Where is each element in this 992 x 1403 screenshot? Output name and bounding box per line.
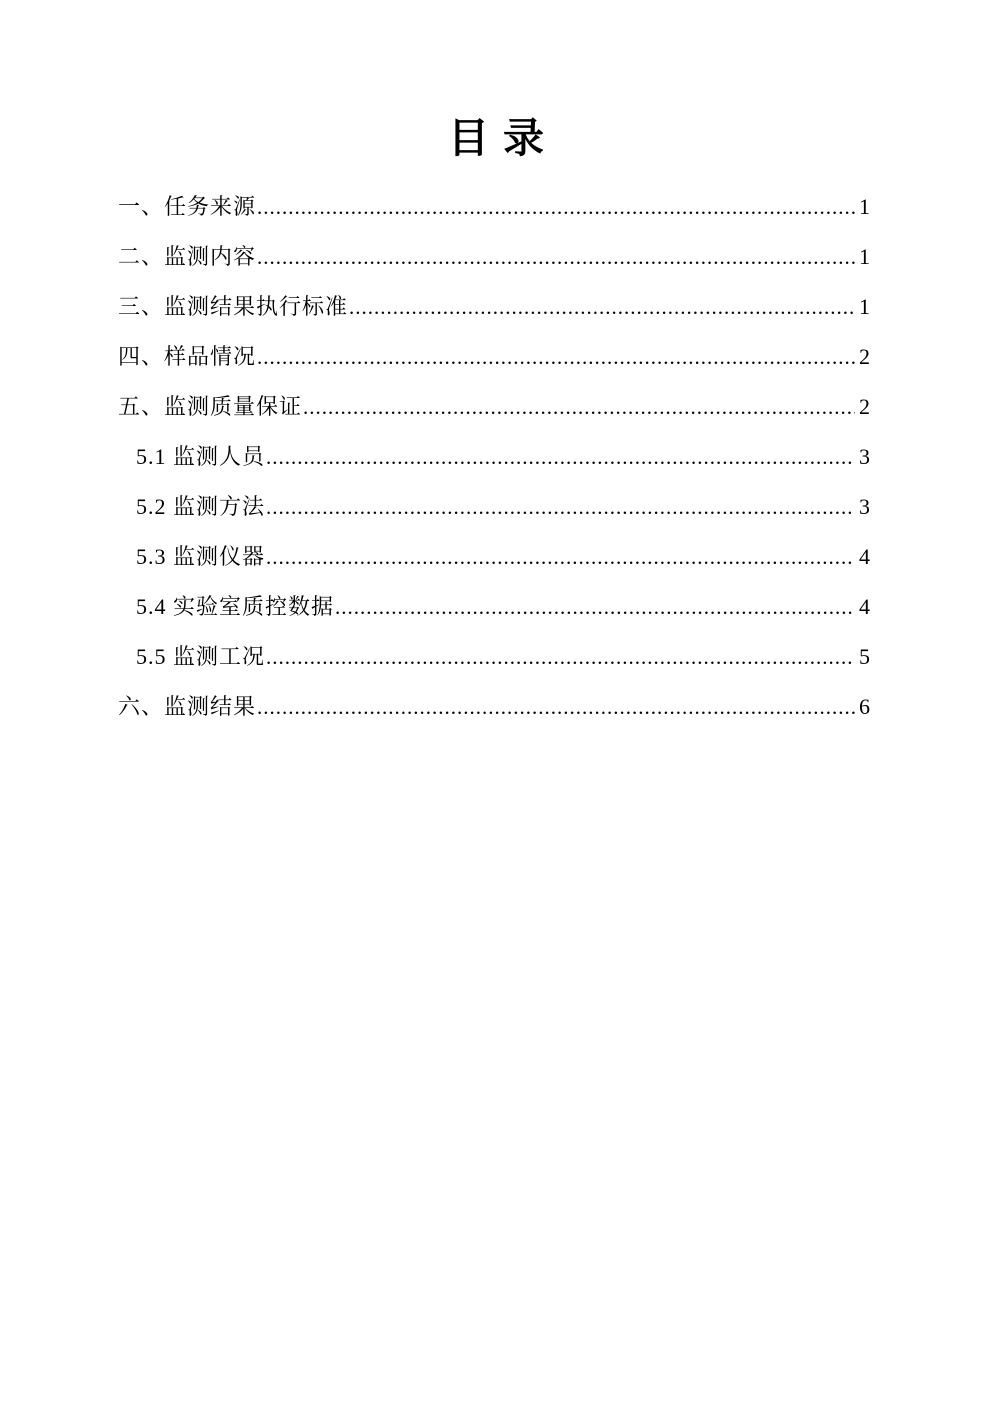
toc-entry[interactable] (118, 682, 870, 732)
toc-entry-page: 2 (859, 344, 870, 369)
toc-entry[interactable] (118, 482, 870, 532)
toc-leader-dots (349, 282, 855, 332)
toc-list (118, 182, 870, 732)
toc-entry[interactable] (118, 632, 870, 682)
toc-leader-dots (266, 532, 855, 582)
toc-entry-page: 3 (859, 444, 870, 469)
toc-leader-dots (266, 632, 855, 682)
toc-entry[interactable] (118, 332, 870, 382)
toc-leader-dots (303, 382, 855, 432)
toc-entry-label: 四、样品情况 (118, 344, 257, 369)
toc-entry-label: 六、监测结果 (118, 694, 257, 719)
toc-entry[interactable] (118, 182, 870, 232)
toc-entry-page: 4 (859, 544, 870, 569)
toc-leader-dots (257, 182, 855, 232)
toc-entry-page: 2 (859, 394, 870, 419)
toc-entry-page: 1 (859, 244, 870, 269)
toc-entry-label: 5.1 监测人员 (136, 444, 266, 469)
toc-entry-page: 6 (859, 694, 870, 719)
toc-entry[interactable] (118, 232, 870, 282)
toc-leader-dots (266, 482, 855, 532)
toc-leader-dots (257, 332, 855, 382)
toc-entry[interactable] (118, 282, 870, 332)
toc-entry-label: 二、监测内容 (118, 244, 257, 269)
toc-entry-label: 5.2 监测方法 (136, 494, 266, 519)
toc-entry-page: 1 (859, 194, 870, 219)
toc-entry-label: 5.5 监测工况 (136, 644, 266, 669)
toc-entry-label: 5.3 监测仪器 (136, 544, 266, 569)
toc-entry-label: 5.4 实验室质控数据 (136, 594, 335, 619)
toc-leader-dots (266, 432, 855, 482)
toc-entry[interactable] (118, 382, 870, 432)
toc-entry-page: 3 (859, 494, 870, 519)
toc-entry[interactable] (118, 582, 870, 632)
toc-entry-page: 4 (859, 594, 870, 619)
toc-entry-page: 5 (859, 644, 870, 669)
toc-title: 目录 (448, 115, 558, 161)
toc-entry-label: 三、监测结果执行标准 (118, 294, 349, 319)
toc-entry[interactable] (118, 532, 870, 582)
toc-entry-label: 五、监测质量保证 (118, 394, 303, 419)
toc-entry-label: 一、任务来源 (118, 194, 257, 219)
toc-leader-dots (257, 682, 855, 732)
toc-leader-dots (335, 582, 855, 632)
toc-entry-page: 1 (859, 294, 870, 319)
toc-leader-dots (257, 232, 855, 282)
toc-entry[interactable] (118, 432, 870, 482)
